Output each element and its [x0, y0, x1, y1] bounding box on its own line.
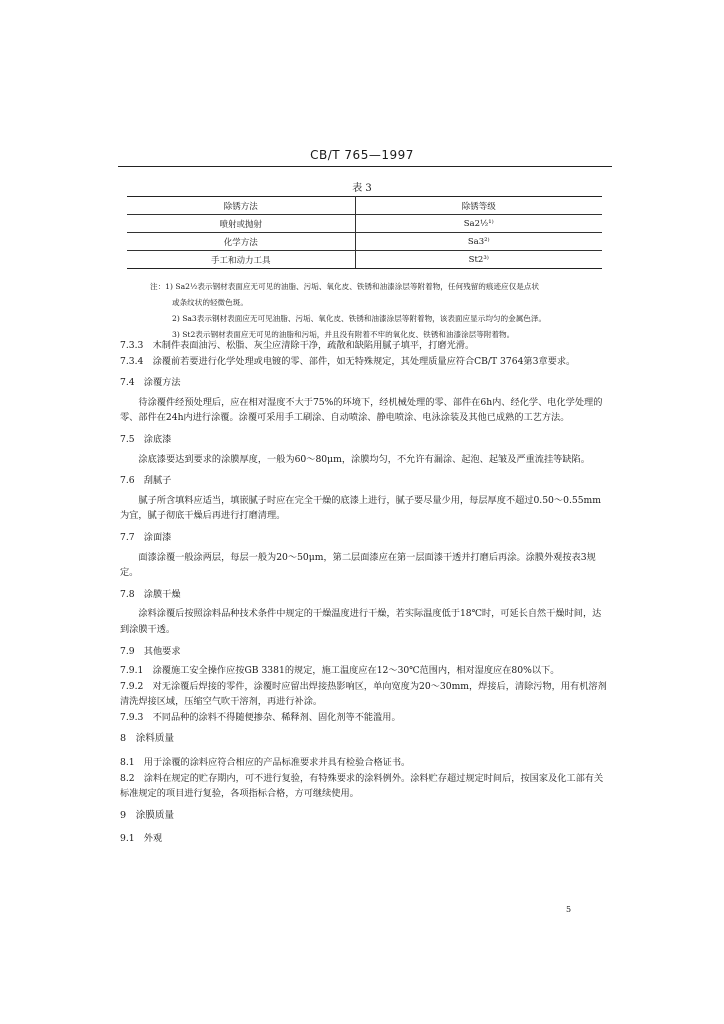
- note-line: 2) Sa3表示钢材表面应无可见油脂、污垢、氧化皮、铁锈和油漆涂层等附着物，该表面应显示均匀的金属色泽。: [172, 314, 547, 323]
- table-header-cell: 除锈方法: [127, 197, 355, 215]
- table-row: [127, 233, 602, 251]
- subsection-heading: 7.4 涂覆方法: [120, 377, 181, 389]
- table-cell: 喷射或抛射: [127, 215, 355, 233]
- table-cell: St2³⁾: [355, 251, 602, 269]
- table-cell: 手工和动力工具: [127, 251, 355, 269]
- subsection-heading: 7.5 涂底漆: [120, 433, 172, 445]
- body-paragraph: 涂底漆要达到要求的涂膜厚度，一般为60～80μm，涂膜均匀，不允许有漏涂、起泡、起皱及严重流挂等缺陷。: [138, 453, 590, 465]
- body-paragraph: 7.3.4 涂覆前若要进行化学处理或电镀的零、部件，如无特殊规定，其处理质量应符合CB/T 3764第3章要求。: [120, 355, 576, 367]
- body-paragraph: 7.9.1 涂覆施工安全操作应按GB 3381的规定，施工温度应在12～30℃范围内，相对湿度应在80%以下。: [120, 665, 560, 677]
- body-paragraph: 8.1 用于涂覆的涂料应符合相应的产品标准要求并具有检验合格证书。: [120, 757, 411, 769]
- body-paragraph: 待涂覆件经预处理后，应在相对湿度不大于75%的环境下，经机械处理的零、部件在6h内、经化学、电化学处理的零、部件在24h内进行涂覆。涂覆可采用手工刷涂、自动喷涂、静电喷涂、电泳涂装及其他已成熟的工艺方法。: [120, 396, 603, 424]
- note-line: 3) St2表示钢材表面应无可见的油脂和污垢，并且没有附着不牢的氧化皮、铁锈和油漆涂层等附着物。: [172, 330, 515, 339]
- standard-code: CB/T 765—1997: [310, 148, 414, 162]
- body-paragraph: 涂料涂覆后按照涂料品种技术条件中规定的干燥温度进行干燥，若实际温度低于18℃时，可延长自然干燥时间，达到涂膜干透。: [120, 608, 602, 635]
- body-paragraph: 腻子所含填料应适当，填嵌腻子时应在完全干燥的底漆上进行，腻子要尽量少用，每层厚度不超过0.50～0.55mm为宜，腻子彻底干燥后再进行打磨清理。: [120, 494, 601, 522]
- table-title: 表 3: [352, 183, 372, 194]
- note-line: 或条纹状的轻微色斑。: [172, 298, 248, 307]
- subsection-heading: 7.9 其他要求: [120, 645, 181, 657]
- rust-removal-table: [127, 196, 602, 269]
- header-rule: [118, 166, 612, 167]
- table-header-row: [127, 197, 602, 215]
- table-notes: [150, 280, 600, 344]
- body-paragraph: 7.9.2 对无涂覆后焊接的零件，涂覆时应留出焊接热影响区，单向宽度为20～30mm，焊接后，清除污物，用有机溶剂清洗焊接区域，压缩空气吹干溶剂，再进行补涂。: [120, 680, 607, 708]
- table-row: [127, 215, 602, 233]
- body-paragraph: 7.9.3 不同品种的涂料不得随便掺杂、稀释剂、固化剂等不能滥用。: [120, 711, 401, 723]
- table-row: [127, 251, 602, 269]
- subsection-heading: 7.7 涂面漆: [120, 531, 172, 543]
- body-paragraph: 面漆涂覆一般涂两层，每层一般为20～50μm，第二层面漆应在第一层面漆干透并打磨后再涂。涂膜外观按表3规定。: [120, 551, 596, 579]
- subsection-heading: 7.8 涂膜干燥: [120, 588, 181, 600]
- body-paragraph: 9.1 外观: [120, 833, 163, 845]
- table-header-cell: 除锈等级: [355, 197, 602, 215]
- body-paragraph: 8.2 涂料在规定的贮存期内，可不进行复验，有特殊要求的涂料例外。涂料贮存超过规定时间后，按国家及化工部有关标准规定的项目进行复验，各项指标合格，方可继续使用。: [120, 772, 604, 800]
- subsection-heading: 7.6 刮腻子: [120, 475, 172, 487]
- note-line: 注：1) Sa2½表示钢材表面应无可见的油脂、污垢、氧化皮、铁锈和油漆涂层等附着物，任何残留的痕迹应仅是点状: [150, 282, 540, 291]
- table-cell: Sa3²⁾: [355, 233, 602, 251]
- table-cell: 化学方法: [127, 233, 355, 251]
- body-paragraph: 7.3.3 木制件表面油污、松脂、灰尘应清除干净，疏散和缺陷用腻子填平，打磨光滑。: [120, 340, 475, 351]
- page-number: 5: [566, 905, 572, 914]
- table-cell: Sa2½¹⁾: [355, 215, 602, 233]
- section-heading: 8 涂料质量: [120, 733, 175, 745]
- document-body: [120, 338, 610, 847]
- section-heading: 9 涂膜质量: [120, 809, 175, 821]
